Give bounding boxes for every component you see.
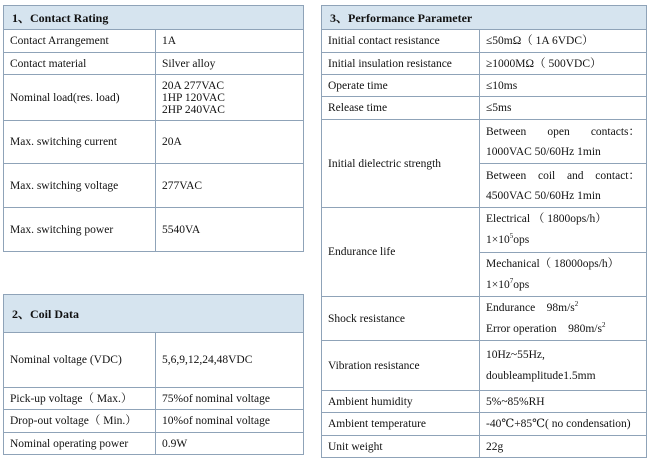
max-switching-power-label: Max. switching power [4, 208, 156, 252]
nominal-load-line: 1HP 120VAC [162, 91, 225, 104]
coil-data-table [3, 294, 304, 455]
vibration-resistance-label: Vibration resistance [322, 341, 480, 391]
pickup-voltage-label: Pick-up voltage（ Max.） [4, 388, 156, 410]
contact-rating-table [3, 5, 304, 252]
coil-data-title: 2、Coil Data [4, 295, 304, 333]
endurance-mechanical-ops: $1\times 10^7ops$ [486, 276, 530, 291]
dielectric-open-value: 1000VAC 50/60Hz 1min [486, 145, 601, 158]
operate-time-label: Operate time [322, 75, 480, 97]
endurance-electrical-ops: $1\times 10^5ops$ [486, 232, 530, 246]
unit-weight-value: 22g [480, 436, 647, 458]
max-switching-current-value: 20A [156, 121, 304, 164]
insulation-resistance-value: ≥1000MΩ（ 500VDC） [480, 53, 647, 75]
max-switching-voltage-label: Max. switching voltage [4, 164, 156, 208]
dielectric-open-contacts [480, 120, 647, 164]
contact-arrangement-value: 1A [156, 30, 304, 53]
release-time-label: Release time [322, 97, 480, 120]
nominal-voltage-value: 5,6,9,12,24,48VDC [156, 333, 304, 388]
max-switching-power-value: 5540VA [156, 208, 304, 252]
pickup-voltage-value: 75%of nominal voltage [156, 388, 304, 410]
endurance-life-label: Endurance life [322, 208, 480, 297]
dielectric-word: Between [486, 169, 527, 182]
insulation-resistance-label: Initial insulation resistance [322, 53, 480, 75]
endurance-electrical-rate: Electrical （ 1800ops/h） [486, 213, 607, 225]
nominal-load-line: 20A 277VAC [162, 79, 225, 92]
dropout-voltage-value: 10%of nominal voltage [156, 410, 304, 433]
operate-time-value: ≤10ms [480, 75, 647, 97]
nominal-load-label: Nominal load(res. load) [4, 75, 156, 121]
dielectric-word: open [547, 125, 570, 138]
ambient-temperature-value: -40℃+85℃( no condensation) [480, 413, 647, 436]
ambient-temperature-label: Ambient temperature [322, 413, 480, 436]
vibration-frequency: 10Hz~55Hz, [486, 348, 545, 361]
performance-title: 3、Performance Parameter [322, 6, 647, 30]
unit-weight-label: Unit weight [322, 436, 480, 458]
dielectric-word: Between [486, 125, 527, 138]
contact-material-label: Contact material [4, 53, 156, 75]
endurance-electrical [480, 208, 647, 253]
endurance-mechanical [480, 253, 647, 297]
shock-endurance: Endurance $98m/s^2$ [486, 299, 579, 314]
performance-table [321, 5, 647, 458]
shock-resistance-value [480, 297, 647, 341]
contact-rating-title: 1、Contact Rating [4, 6, 304, 30]
shock-error-operation: Error operation $980m/s^2$ [486, 320, 606, 335]
dielectric-coil-value: 4500VAC 50/60Hz 1min [486, 189, 601, 202]
contact-resistance-label: Initial contact resistance [322, 30, 480, 53]
dielectric-coil-contact [480, 164, 647, 208]
dielectric-word: coil [537, 169, 556, 182]
nominal-load-line: 2HP 240VAC [162, 103, 225, 116]
dielectric-word: contacts： [590, 125, 640, 138]
ambient-humidity-label: Ambient humidity [322, 391, 480, 413]
shock-resistance-label: Shock resistance [322, 297, 480, 341]
dielectric-word: and [566, 169, 584, 182]
nominal-voltage-label: Nominal voltage (VDC) [4, 333, 156, 388]
nominal-power-value: 0.9W [156, 433, 304, 455]
release-time-value: ≤5ms [480, 97, 647, 120]
contact-material-value: Silver alloy [156, 53, 304, 75]
max-switching-voltage-value: 277VAC [156, 164, 304, 208]
vibration-resistance-value [480, 341, 647, 391]
contact-resistance-value: ≤50mΩ（ 1A 6VDC） [480, 30, 647, 53]
nominal-load-value [156, 75, 304, 121]
max-switching-current-label: Max. switching current [4, 121, 156, 164]
endurance-mechanical-rate: Mechanical（ 18000ops/h） [486, 257, 620, 270]
contact-arrangement-label: Contact Arrangement [4, 30, 156, 53]
dielectric-strength-label: Initial dielectric strength [322, 120, 480, 208]
ambient-humidity-value: 5%~85%RH [480, 391, 647, 413]
dropout-voltage-label: Drop-out voltage（ Min.） [4, 410, 156, 433]
dielectric-word: contact： [595, 169, 640, 182]
nominal-power-label: Nominal operating power [4, 433, 156, 455]
vibration-amplitude: doubleamplitude1.5mm [486, 369, 596, 382]
